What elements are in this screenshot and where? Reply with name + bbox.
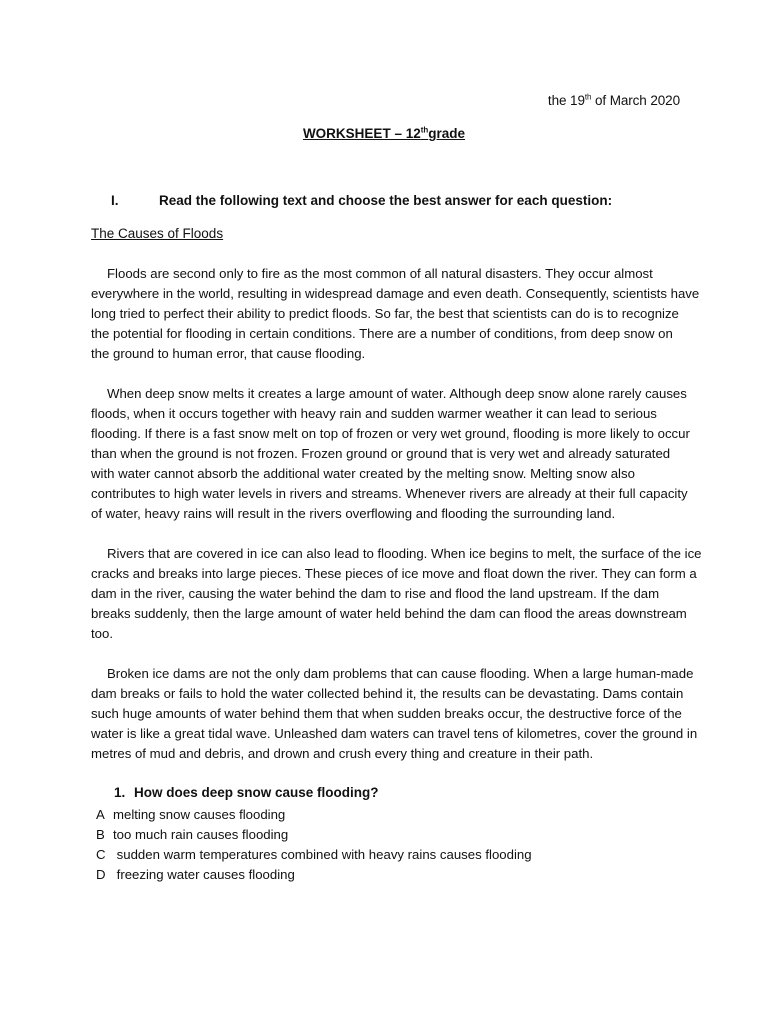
worksheet-title-text <box>303 126 465 141</box>
paragraph-line: with water cannot absorb the additional water created by the melting snow. Melting snow also <box>91 466 635 481</box>
date-day: the 19 <box>547 93 585 108</box>
option-letter: B <box>96 827 105 842</box>
paragraph-line: dam breaks or fails to hold the water collected behind it, the results can be devastating. Dams contain <box>91 686 684 701</box>
paragraph-line: When deep snow melts it creates a large amount of water. Although deep snow alone rarely causes <box>107 386 687 401</box>
worksheet-title-ordinal: th <box>420 125 429 135</box>
paragraph-line: metres of mud and debris, and drown and crush every thing and creature in their path. <box>91 746 594 761</box>
paragraph-1 <box>91 264 700 364</box>
paragraph-line: the ground to human error, that cause flooding. <box>91 346 366 361</box>
paragraph-line: cracks and breaks into large pieces. These pieces of ice move and float down the river. They can form a <box>91 566 697 581</box>
paragraph-line: Broken ice dams are not the only dam problems that can cause flooding. When a large human-made <box>107 666 694 681</box>
paragraph-line: contributes to high water levels in rivers and streams. Whenever rivers are already at their full capacity <box>91 486 688 501</box>
option-letter: A <box>96 807 105 822</box>
worksheet-title-suffix: grade <box>428 126 466 141</box>
section-heading <box>111 193 612 208</box>
reading-text-title: The Causes of Floods <box>91 226 224 241</box>
option-text: too much rain causes flooding <box>113 827 289 842</box>
paragraph-line: Rivers that are covered in ice can also lead to flooding. When ice begins to melt, the surface of the ice <box>107 546 702 561</box>
date-ordinal-suffix: th <box>584 92 592 102</box>
paragraph-line: floods, when it occurs together with heavy rain and sudden warmer weather it can lead to serious <box>91 406 657 421</box>
paragraph-line: too. <box>91 626 113 641</box>
document-date <box>548 93 680 108</box>
option-text: sudden warm temperatures combined with heavy rains causes flooding <box>113 847 532 862</box>
paragraph-3 <box>91 544 702 644</box>
paragraph-line: Floods are second only to fire as the most common of all natural disasters. They occur almost <box>107 266 653 281</box>
paragraph-line: everywhere in the world, resulting in widespread damage and even death. Consequently, scientists have <box>91 286 700 301</box>
worksheet-title-main: WORKSHEET – 12 <box>302 126 421 141</box>
paragraph-line: breaks suddenly, then the large amount of water held behind the dam can flood the areas downstream <box>91 606 687 621</box>
answer-options <box>96 805 532 885</box>
paragraph-line: the potential for flooding in certain conditions. There are a number of conditions, from deep snow on <box>91 326 673 341</box>
answer-option-d <box>96 865 532 885</box>
question-text: How does deep snow cause flooding? <box>134 785 379 800</box>
paragraph-line: water is like a great tidal wave. Unleashed dam waters can travel tens of kilometres, cover the ground in <box>91 726 698 741</box>
option-text: freezing water causes flooding <box>113 867 295 882</box>
answer-option-b <box>96 825 532 845</box>
option-text: melting snow causes flooding <box>113 807 286 822</box>
worksheet-title <box>0 126 768 141</box>
question-1 <box>114 785 379 800</box>
paragraph-4 <box>91 664 698 764</box>
paragraph-line: of water, heavy rains will result in the rivers overflowing and flooding the surrounding land. <box>91 506 616 521</box>
paragraph-line: long tried to perfect their ability to predict floods. So far, the best that scientists can do is to recognize <box>91 306 679 321</box>
date-month-year: of March 2020 <box>591 93 680 108</box>
question-number: 1. <box>114 785 126 800</box>
paragraph-line: dam in the river, causing the water behind the dam to rise and flood the land upstream. If the dam <box>91 586 660 601</box>
paragraph-line: such huge amounts of water behind them that when sudden breaks occur, the destructive force of the <box>91 706 682 721</box>
section-number: I. <box>111 193 119 208</box>
option-letter: C <box>96 847 106 862</box>
option-letter: D <box>96 867 106 882</box>
section-instruction: Read the following text and choose the best answer for each question: <box>159 193 613 208</box>
paragraph-line: flooding. If there is a fast snow melt on top of frozen or very wet ground, flooding is more likely to occur <box>91 426 690 441</box>
answer-option-a <box>96 805 532 825</box>
answer-option-c <box>96 845 532 865</box>
paragraph-2 <box>91 384 690 524</box>
paragraph-line: than when the ground is not frozen. Frozen ground or ground that is very wet and already saturated <box>91 446 671 461</box>
